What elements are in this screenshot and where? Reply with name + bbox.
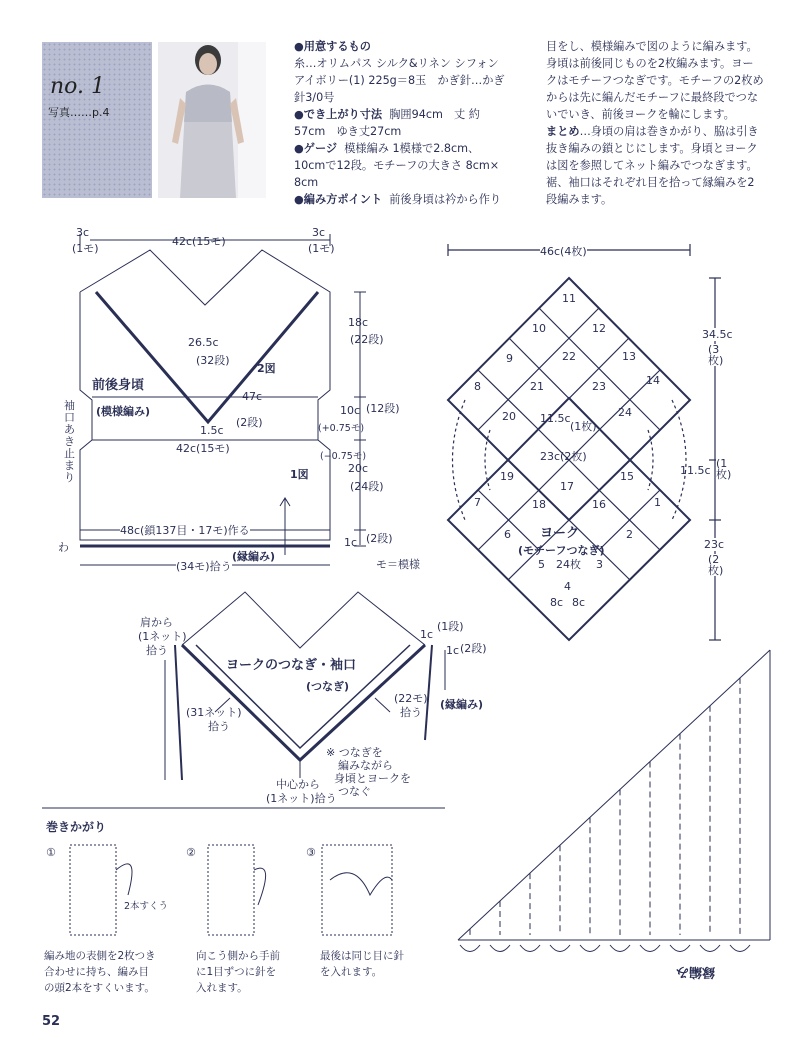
bottom-left-8c: 8c bbox=[550, 596, 564, 609]
motif-11: 11 bbox=[562, 292, 576, 305]
finish-line-1: …身頃の肩は巻きかがり、脇は引き bbox=[579, 125, 759, 138]
motif-17: 17 bbox=[560, 480, 574, 493]
yoke-subtitle: (モチーフつなぎ) bbox=[518, 544, 605, 557]
edge-scallop bbox=[580, 945, 600, 952]
join-r1: (1段) bbox=[437, 620, 464, 633]
top-right-1m: (1モ) bbox=[308, 242, 335, 255]
maki-caption-1 bbox=[44, 948, 156, 996]
chart-stitch-columns bbox=[460, 678, 750, 952]
edge-label: (縁編み) bbox=[232, 550, 276, 563]
yoke-right-23: 23c bbox=[704, 538, 725, 551]
gauge-line-2: 10cmで12段。モチーフの大きさ 8cm× bbox=[294, 159, 500, 172]
edge-scallop bbox=[610, 945, 630, 952]
gauge-line-1: 模様編み 1模様で2.8cm、 bbox=[344, 142, 480, 155]
edge-scallop bbox=[550, 945, 570, 952]
materials-title: ●用意するもの bbox=[294, 40, 371, 53]
maki-cap1-line1: 編み地の表側を2枚つき bbox=[44, 950, 156, 962]
col2-line-4: からは先に編んだモチーフに最終段でつな bbox=[546, 91, 759, 104]
yoke-right-115: 11.5c bbox=[680, 464, 711, 477]
body-title: 前後身頃 bbox=[92, 378, 145, 393]
join-r1c: 1c bbox=[420, 628, 434, 641]
right-20c: 20c bbox=[348, 462, 369, 475]
motif-12: 12 bbox=[592, 322, 606, 335]
yoke-right-2: (2枚) bbox=[708, 553, 724, 577]
right-2: (2段) bbox=[366, 532, 393, 545]
v-rows: (32段) bbox=[196, 354, 230, 367]
bottom-v-1-5c: 1.5c bbox=[200, 424, 224, 437]
finish-line-4: 裾、袖口はそれぞれ目を拾って縁編みを2 bbox=[546, 176, 755, 189]
maki-caption-3 bbox=[320, 948, 404, 980]
maki-caption-2 bbox=[196, 948, 280, 996]
right-12: (12段) bbox=[366, 402, 400, 415]
body-subtitle: (模様編み) bbox=[96, 405, 151, 418]
motif-19: 19 bbox=[500, 470, 514, 483]
fig1-label: 1図 bbox=[290, 468, 309, 481]
right-minus075: (−0.75モ) bbox=[320, 451, 367, 462]
edge-scallop bbox=[520, 945, 540, 952]
motif-7: 7 bbox=[474, 496, 481, 509]
size-title: ●でき上がり寸法 bbox=[294, 108, 383, 121]
v-depth: 26.5c bbox=[188, 336, 219, 349]
finish-line-2: 抜き編みの鎖とじにします。身頃とヨーク bbox=[546, 142, 758, 155]
motif-8: 8 bbox=[474, 380, 481, 393]
note-2: 編みながら bbox=[338, 759, 393, 772]
note-4: つなぐ bbox=[338, 785, 371, 798]
edge-scallop bbox=[700, 945, 720, 952]
pickup-label: (34モ)拾う bbox=[176, 560, 232, 573]
top-mid-42c: 42c(15モ) bbox=[172, 235, 226, 248]
pattern-number: no. 1 bbox=[50, 74, 106, 99]
col2-line-1: 目をし、模様編みで図のように編みます。 bbox=[546, 40, 758, 53]
finish-line-3: は図を参照してネット編みでつなぎます。 bbox=[546, 159, 758, 172]
motif-10: 10 bbox=[532, 322, 546, 335]
width-47c: 47c bbox=[242, 390, 263, 403]
motif-3: 3 bbox=[596, 558, 603, 571]
center-label: 中心から bbox=[276, 778, 320, 791]
points-first: 前後身頃は衿から作り bbox=[389, 193, 502, 206]
maki-cap1-line3: の頭2本をすくいます。 bbox=[44, 982, 155, 994]
motif-2: 2 bbox=[626, 528, 633, 541]
motif-24: 24 bbox=[618, 406, 632, 419]
motif-15: 15 bbox=[620, 470, 634, 483]
mid-width-42c: 42c(15モ) bbox=[176, 442, 230, 455]
maki-illustrations bbox=[70, 845, 392, 935]
motif-16: 16 bbox=[592, 498, 606, 511]
points-title: ●編み方ポイント bbox=[294, 193, 383, 206]
note-1: ※ つなぎを bbox=[326, 746, 383, 759]
maki-step-3: ③ bbox=[306, 846, 316, 859]
right-1c: 1c bbox=[344, 536, 358, 549]
center-net: (1ネット)拾う bbox=[266, 792, 337, 805]
motif-4: 4 bbox=[564, 580, 571, 593]
motif-20: 20 bbox=[502, 410, 516, 423]
page-number: 52 bbox=[42, 1014, 61, 1029]
motif-6: 6 bbox=[504, 528, 511, 541]
shoulder-label: 肩から bbox=[140, 616, 173, 629]
legend-label: モ＝模様 bbox=[376, 558, 420, 571]
left-net-pickup: 拾う bbox=[208, 720, 230, 733]
materials-line-3: 針3/0号 bbox=[294, 91, 335, 104]
bottom-right-8c: 8c bbox=[572, 596, 586, 609]
top-left-1m: (1モ) bbox=[72, 242, 99, 255]
right-10c: 10c bbox=[340, 404, 361, 417]
right-m: (22モ) bbox=[394, 692, 428, 705]
motif-9: 9 bbox=[506, 352, 513, 365]
finish-title: まとめ bbox=[546, 125, 580, 138]
right-m-pickup: 拾う bbox=[400, 706, 422, 719]
gauge-title: ●ゲージ bbox=[294, 142, 338, 155]
yoke-count: 24枚 bbox=[556, 558, 581, 571]
motif-13: 13 bbox=[622, 350, 636, 363]
join-r2: (2段) bbox=[460, 642, 487, 655]
motif-23: 23 bbox=[592, 380, 606, 393]
top-right-3c: 3c bbox=[312, 226, 326, 239]
col2-line-2: 身頃は前後同じものを2枚編みます。ヨー bbox=[546, 57, 754, 70]
join-title: ヨークのつなぎ・袖口 bbox=[226, 658, 357, 673]
chart-title: 縁編み bbox=[676, 964, 716, 979]
gauge-line-3: 8cm bbox=[294, 176, 319, 189]
maki-cap2-line2: に1目ずつに針を bbox=[196, 966, 277, 978]
shoulder-pickup: 拾う bbox=[146, 644, 168, 657]
motif-5: 5 bbox=[538, 558, 545, 571]
edge-scallop bbox=[460, 945, 480, 952]
yoke-right-345: 34.5c bbox=[702, 328, 733, 341]
sleeve-note: 袖口あき止まり bbox=[64, 399, 75, 484]
maki-cap3-line2: を入れます。 bbox=[320, 966, 383, 978]
yoke-width: 46c(4枚) bbox=[540, 245, 587, 258]
inner-height: 11.5c bbox=[540, 412, 571, 425]
size-line-1: 胸囲94cm 丈 約 bbox=[389, 108, 480, 121]
join-r1c2: 1c bbox=[446, 644, 460, 657]
size-line-2: 57cm ゆき丈27cm bbox=[294, 125, 402, 138]
bottom-v-rows: (2段) bbox=[236, 416, 263, 429]
wa-label: わ bbox=[58, 541, 69, 554]
materials-line-2: アイボリー(1) 225g＝8玉 かぎ針…かぎ bbox=[294, 74, 505, 87]
motif-1: 1 bbox=[654, 496, 661, 509]
maki-two-strands: 2本すくう bbox=[124, 901, 169, 912]
right-24: (24段) bbox=[350, 480, 384, 493]
yoke-title: ヨーク bbox=[540, 526, 580, 541]
motif-18: 18 bbox=[532, 498, 546, 511]
edge-scallop bbox=[730, 945, 750, 952]
right-22: (22段) bbox=[350, 333, 384, 346]
maki-step-1: ① bbox=[46, 846, 56, 859]
motif-21: 21 bbox=[530, 380, 544, 393]
edge-scallop bbox=[490, 945, 510, 952]
note-3: 身頃とヨークを bbox=[334, 772, 411, 785]
join-edge: (縁編み) bbox=[440, 698, 484, 711]
yoke-right-3: (3枚) bbox=[708, 343, 724, 367]
top-left-3c: 3c bbox=[76, 226, 90, 239]
maki-cap2-line3: 入れます。 bbox=[196, 982, 248, 994]
col2-line-5: いでいき、前後ヨークを輪にします。 bbox=[546, 108, 735, 121]
finish-line-5: 段編みます。 bbox=[546, 193, 613, 206]
fig2-label: 2図 bbox=[257, 362, 276, 375]
edge-scallop bbox=[670, 945, 690, 952]
edge-scallop bbox=[640, 945, 660, 952]
maki-title: 巻きかがり bbox=[46, 820, 107, 834]
shoulder-net: (1ネット) bbox=[138, 630, 187, 643]
maki-cap2-line1: 向こう側から手前 bbox=[196, 950, 280, 962]
maki-cap1-line2: 合わせに持ち、編み目 bbox=[44, 966, 149, 978]
motif-22: 22 bbox=[562, 350, 576, 363]
right-18c: 18c bbox=[348, 316, 369, 329]
motif-14: 14 bbox=[646, 374, 660, 387]
inner-height-count: (1枚) bbox=[570, 420, 597, 433]
maki-step-2: ② bbox=[186, 846, 196, 859]
photo-reference: 写真……p.4 bbox=[48, 106, 110, 119]
col2-line-3: クはモチーフつなぎです。モチーフの2枚め bbox=[546, 74, 764, 87]
inner-width: 23c(2枚) bbox=[540, 450, 587, 463]
maki-cap3-line1: 最後は同じ目に針 bbox=[320, 950, 404, 962]
yoke-right-1: (1枚) bbox=[716, 457, 732, 481]
materials-line-1: 糸…オリムパス シルク&リネン シフォン bbox=[294, 57, 499, 70]
join-sub: (つなぎ) bbox=[306, 680, 350, 693]
left-net: (31ネット) bbox=[186, 706, 242, 719]
right-plus075: (+0.75モ) bbox=[318, 423, 365, 434]
start-chain: 48c(鎖137目・17モ)作る bbox=[120, 524, 250, 537]
